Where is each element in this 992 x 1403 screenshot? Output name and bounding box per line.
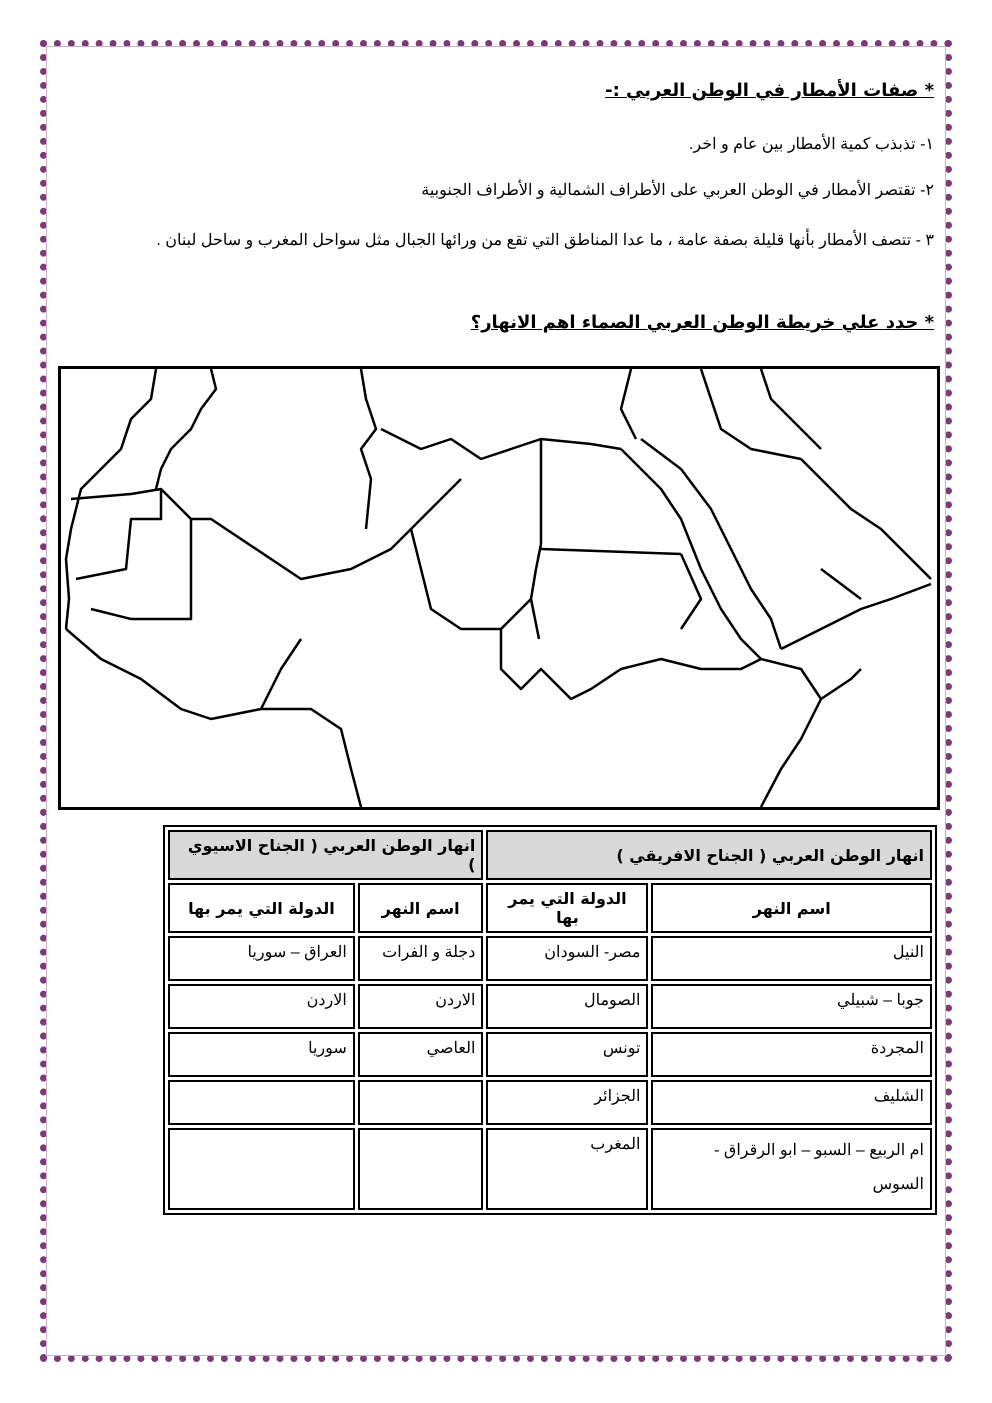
- as-river-cell: العاصي: [358, 1032, 484, 1077]
- as-river-cell: دجلة و الفرات: [358, 936, 484, 981]
- af-river-cell: جوبا – شبيلي: [651, 984, 932, 1029]
- af-river-cell: ام الربيع – السبو – ابو الرقراق - السوس: [651, 1128, 932, 1210]
- af-river-col-header: اسم النهر: [651, 883, 932, 933]
- rainfall-point-1: ١- تذبذب كمية الأمطار بين عام و اخر.: [688, 136, 934, 153]
- table-row: [168, 1080, 932, 1125]
- af-country-cell: الصومال: [486, 984, 648, 1029]
- table-row: [168, 984, 932, 1029]
- af-country-cell: المغرب: [486, 1128, 648, 1210]
- af-river-cell: الشليف: [651, 1080, 932, 1125]
- map-task-heading: * حدد علي خريطة الوطن العربي الصماء اهم الانهار؟: [470, 312, 934, 333]
- table-row: [168, 936, 932, 981]
- af-country-cell: الجزائر: [486, 1080, 648, 1125]
- af-country-col-header: الدولة التي يمر بها: [486, 883, 648, 933]
- as-country-cell: الاردن: [168, 984, 355, 1029]
- as-country-cell: [168, 1128, 355, 1210]
- rainfall-heading: * صفات الأمطار في الوطن العربي :-: [605, 80, 934, 101]
- as-country-cell: سوريا: [168, 1032, 355, 1077]
- table-row: [168, 1128, 932, 1210]
- rivers-table: [163, 825, 937, 1215]
- table-row: [168, 1032, 932, 1077]
- as-country-cell: العراق – سوريا: [168, 936, 355, 981]
- asian-wing-header: انهار الوطن العربي ( الجناح الاسيوي ): [168, 830, 483, 880]
- as-river-cell: الاردن: [358, 984, 484, 1029]
- as-country-col-header: الدولة التي يمر بها: [168, 883, 355, 933]
- af-river-cell: المجردة: [651, 1032, 932, 1077]
- af-river-cell: النيل: [651, 936, 932, 981]
- rainfall-point-3: ٣ - تتصف الأمطار بأنها قليلة بصفة عامة ، ما عدا المناطق التي تقع من ورائها الجبال مثل سواحل المغرب و ساحل لبنان .: [156, 232, 934, 249]
- as-river-cell: [358, 1080, 484, 1125]
- af-country-cell: مصر- السودان: [486, 936, 648, 981]
- african-wing-header: انهار الوطن العربي ( الجناح الافريقي ): [486, 830, 932, 880]
- as-river-cell: [358, 1128, 484, 1210]
- blank-arab-world-map: [58, 366, 940, 810]
- as-country-cell: [168, 1080, 355, 1125]
- as-river-col-header: اسم النهر: [358, 883, 484, 933]
- rainfall-point-2: ٢- تقتصر الأمطار في الوطن العربي على الأطراف الشمالية و الأطراف الجنوبية: [421, 182, 934, 199]
- af-country-cell: تونس: [486, 1032, 648, 1077]
